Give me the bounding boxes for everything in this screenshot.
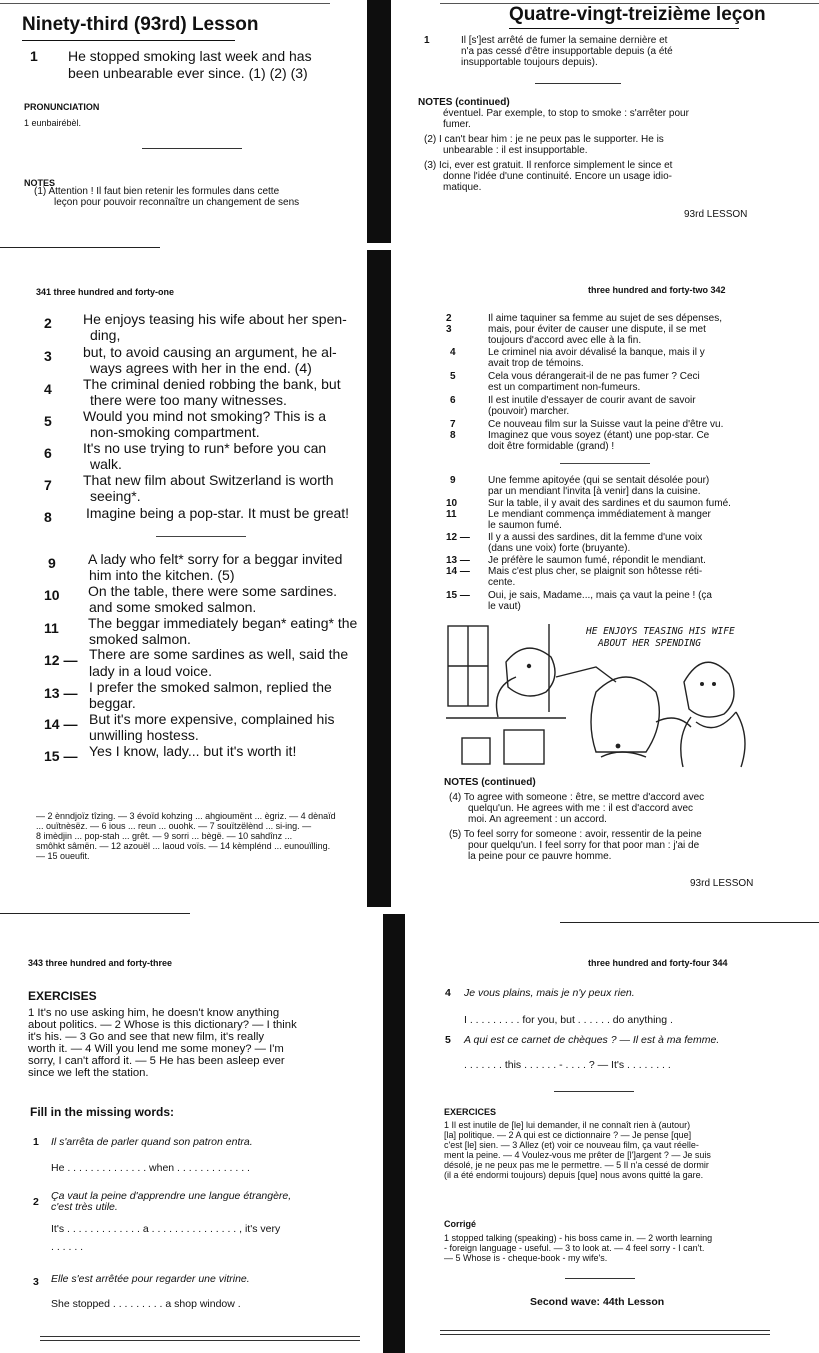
sentence-line: doit être formidable (grand) ! [488,441,615,452]
sentence-line: Imaginez que vous soyez (étant) une pop-star. Ce [488,430,710,441]
sentence-line: but, to avoid causing an argument, he al- [83,344,337,360]
sentence-number: 5 [450,371,456,382]
corrige-line: 1 stopped talking (speaking) - his boss came in. — 2 worth learning [444,1233,713,1243]
french-prompt: Je vous plains, mais je n'y peux rien. [464,987,635,999]
sentence-number: 7 [450,419,456,430]
sentence-line: smoked salmon. [89,631,191,647]
sentence-number: 4 [44,381,52,397]
english-blank-line: She stopped . . . . . . . . . a shop window . [51,1298,241,1310]
separator-line [535,83,621,84]
sentence-line: and some smoked salmon. [89,599,257,615]
sentence-line: Le mendiant commença immédiatement à manger [488,509,711,520]
lesson-title: Quatre-vingt-treizième leçon [509,4,766,25]
sentence-number: 6 [450,395,456,406]
note-line: matique. [443,182,482,193]
title-underline [509,28,739,29]
sentence-line: cente. [488,577,516,588]
sentence-number: 9 [450,475,456,486]
note-line: (4) To agree with someone : être, se mettre d'accord avec [449,792,705,803]
page-header: 343 three hundred and forty-three [28,958,173,968]
sentence-number: 1 [30,48,38,64]
sentence-line: le vaut) [488,601,521,612]
notes-title: NOTES (continued) [444,777,536,788]
page-header: three hundred and forty-two 342 [588,285,726,295]
note-line: (2) I can't bear him : je ne peux pas le supporter. He is [424,134,664,145]
sentence-number: 9 [48,555,56,571]
sentence-line: non-smoking compartment. [90,424,260,440]
sentence-line: I prefer the smoked salmon, replied the [89,679,332,695]
sentence-line: lady in a loud voice. [89,663,212,679]
second-wave-label: Second wave: 44th Lesson [530,1296,665,1308]
english-blank-line: It's . . . . . . . . . . . . . a . . . . . . . . . . . . . . . , it's very [51,1223,281,1235]
top-rule-left [0,3,330,4]
exercise-line: about politics. — 2 Whose is this dictionary? — I think [28,1019,297,1031]
sentence-line: est un compartiment non-fumeurs. [488,382,641,393]
sentence-line: Sur la table, il y avait des sardines et du saumon fumé. [488,498,731,509]
item-number: 5 [445,1034,451,1046]
sentence-line: Oui, je sais, Madame..., mais ça vaut la peine ! (ça [488,590,712,601]
notes-title: NOTES [24,178,56,188]
english-blank-line: I . . . . . . . . . for you, but . . . . . . do anything . [464,1014,673,1026]
sentence-line: He enjoys teasing his wife about her spen- [83,311,347,327]
corrige-title: Corrigé [444,1219,477,1229]
sentence-line: unwilling hostess. [89,727,199,743]
separator-line [560,463,650,464]
sentence-line: (dans une voix) forte (bruyante). [488,543,631,554]
exercise-line: 1 It's no use asking him, he doesn't know anything [28,1007,280,1019]
caption-line: ABOUT HER SPENDING [598,638,701,649]
pronunciation-text: 1 eunbairébèl. [24,118,82,128]
exercice-line: [la] politique. — 2 A qui est ce dictionnaire ? — Je pense [que] [444,1130,692,1140]
separator-line [142,148,242,149]
exercice-line: ment la peine. — 4 Voulez-vous me prêter de [l']argent ? — Je suis [444,1150,711,1160]
sentence-number: 8 [450,430,456,441]
exercise-line: sorry, I can't afford it. — 5 He has been asleep ever [28,1055,285,1067]
sentence-number: 12 — [446,532,470,543]
page-break-rule [0,247,160,248]
exercice-line: (il a été endormi toujours) depuis [que] nous avons quitté la gare. [444,1170,704,1180]
separator-line [156,536,246,537]
sentence-number: 8 [44,509,52,525]
sentence-line: Il [s']est arrêté de fumer la semaine dernière et [461,35,668,46]
sentence-line: It's no use trying to run* before you can [83,440,327,456]
sentence-line: But it's more expensive, complained his [89,711,335,727]
sentence-line: been unbearable ever since. (1) (2) (3) [68,65,308,81]
page-break-rule [560,922,819,923]
sentence-number: 3 [446,324,452,335]
sentence-line: That new film about Switzerland is worth [83,472,334,488]
exercice-line: c'est [le] sien. — 3 Allez (et) voir ce nouveau film, ça vaut réelle- [444,1140,699,1150]
sentence-number: 3 [44,348,52,364]
sentence-line: The criminal denied robbing the bank, but [83,376,341,392]
note-line: donne l'idée d'une continuité. Encore un usage idio- [443,171,672,182]
sentence-line: there were too many witnesses. [90,392,287,408]
pron-line: smôhkt sâmën. — 12 azouël ... laoud voïs. — 14 kèmplénd ... eunouïlling. [36,841,331,851]
page-footer: 93rd LESSON [690,878,754,889]
bottom-rule [40,1336,360,1337]
pron-line: ... ouïtnèsëz. — 6 ious ... reun ... ouohk. — 7 souïtzëlènd ... si-ing. — [36,821,312,831]
sentence-line: Une femme apitoyée (qui se sentait désolée pour) [488,475,710,486]
sentence-number: 1 [424,35,430,46]
sentence-number: 11 [44,620,59,636]
item-number: 2 [33,1196,39,1208]
note-line: la peine pour ce pauvre homme. [468,851,612,862]
sentence-line: seeing*. [90,488,141,504]
sentence-number: 15 — [446,590,470,601]
sentence-number: 13 — [44,685,78,701]
fill-in-title: Fill in the missing words: [30,1105,175,1119]
notes-title: NOTES (continued) [418,97,510,108]
french-prompt: Elle s'est arrêtée pour regarder une vitrine. [51,1273,250,1285]
sentence-line: him into the kitchen. (5) [89,567,235,583]
french-prompt: Il s'arrêta de parler quand son patron entra. [51,1136,253,1148]
exercise-line: since we left the station. [28,1067,149,1079]
exercice-line: désolé, je ne peux pas me le permettre. — 5 Il n'a cessé de dormir [444,1160,709,1170]
sentence-line: On the table, there were some sardines. [88,583,338,599]
sentence-line: ding, [90,327,121,343]
corrige-line: - foreign language - useful. — 3 to look at. — 4 feel sorry - I can't. [444,1243,705,1253]
french-prompt: A qui est ce carnet de chèques ? — Il est à ma femme. [464,1034,720,1046]
sentence-line: Le criminel nia avoir dévalisé la banque, mais il y [488,347,705,358]
bottom-rule [440,1330,770,1331]
note-line: éventuel. Par exemple, to stop to smoke : s'arrêter pour [443,108,689,119]
sentence-line: The beggar immediately began* eating* the [88,615,358,631]
sentence-line: le saumon fumé. [488,520,562,531]
english-blank-line: . . . . . . [51,1241,84,1253]
bottom-rule [440,1334,770,1335]
pron-line: — 15 oueufit. [36,851,90,861]
sentence-line: insupportable toujours depuis). [461,57,598,68]
item-number: 4 [445,987,451,999]
sentence-line: There are some sardines as well, said the [89,646,349,662]
page-header: three hundred and forty-four 344 [588,958,728,968]
sentence-number: 13 — [446,555,470,566]
sentence-line: Il est inutile d'essayer de courir avant de savoir [488,395,696,406]
sentence-number: 2 [44,315,52,331]
sentence-number: 12 — [44,652,78,668]
pronunciation-title: PRONUNCIATION [24,102,100,112]
sentence-line: n'a pas cessé d'être insupportable depuis (a été [461,46,673,57]
english-blank-line: . . . . . . . this . . . . . . - . . . . ? — It's . . . . . . . . [464,1059,671,1071]
sentence-line: Would you mind not smoking? This is a [83,408,327,424]
note-line: pour quelqu'un. I feel sorry for that poor man : j'ai de [468,840,700,851]
sentence-line: Il y a aussi des sardines, dit la femme d'une voix [488,532,703,543]
item-number: 3 [33,1276,39,1288]
sentence-number: 6 [44,445,52,461]
sentence-number: 11 [446,509,457,520]
sentence-line: walk. [90,456,122,472]
page-spine-3 [383,914,405,1353]
note-line: moi. An agreement : un accord. [468,814,607,825]
sentence-line: Je préfère le saumon fumé, répondit le mendiant. [488,555,706,566]
sentence-line: He stopped smoking last week and has [68,48,312,64]
item-number: 1 [33,1136,39,1148]
page-header: 341 three hundred and forty-one [36,287,175,297]
note-line: (1) Attention ! Il faut bien retenir les formules dans cette [34,186,280,197]
sentence-line: (pouvoir) marcher. [488,406,570,417]
exercise-line: worth it. — 4 Will you lend me some money? — I'm [28,1043,284,1055]
sentence-list [44,311,369,764]
page-break-rule [0,913,190,914]
sentence-number: 4 [450,347,456,358]
pron-line: 8 imèdjin ... pop-stah ... grêt. — 9 sorri ... bègë. — 10 sahdînz ... [36,831,293,841]
exercises-title: EXERCISES [28,989,97,1003]
sentence-line: toujours d'accord avec elle à la fin. [488,335,642,346]
sentence-number: 7 [44,477,52,493]
note-line: (3) Ici, ever est gratuit. Il renforce simplement le since et [424,160,673,171]
sentence-line: Yes I know, lady... but it's worth it! [89,743,297,759]
note-line: quelqu'un. He agrees with me : il est d'accord avec [468,803,694,814]
exercice-line: 1 Il est inutile de [le] lui demander, il ne connaît rien à (autour) [444,1120,691,1130]
pron-line: — 2 ènndjoïz tîzing. — 3 évoïd kohzing ... ahgioumënt ... ègriz. — 4 dènaïd [36,811,336,821]
sentence-line: avait trop de témoins. [488,358,584,369]
sentence-list [446,313,776,613]
sentence-line: ways agrees with her in the end. (4) [90,360,312,376]
sentence-line: beggar. [89,695,136,711]
sentence-number: 14 — [44,716,78,732]
sentence-number: 15 — [44,748,78,764]
note-line: (5) To feel sorry for someone : avoir, ressentir de la peine [449,829,702,840]
sentence-number: 2 [446,313,452,324]
exercise-line: it's his. — 3 Go and see that new film, it's really [28,1031,264,1043]
note-line: fumer. [443,119,471,130]
page-footer: 93rd LESSON [684,209,748,220]
caption-line: HE ENJOYS TEASING HIS WIFE [586,626,735,637]
sentence-line: Cela vous dérangerait-il de ne pas fumer ? Ceci [488,371,700,382]
sentence-line: Ce nouveau film sur la Suisse vaut la peine d'être vu. [488,419,724,430]
french-prompt-cont: c'est très utile. [51,1201,118,1213]
cartoon-caption [586,626,735,650]
sentence-number: 10 [446,498,458,509]
note-line: leçon pour pouvoir reconnaître un changement de sens [54,197,300,208]
sentence-line: par un mendiant l'invita [à venir] dans la cuisine. [488,486,701,497]
title-underline [22,40,235,41]
sentence-number: 14 — [446,566,470,577]
exercices-title: EXERCICES [444,1107,497,1117]
note-line: unbearable : il est insupportable. [443,145,588,156]
sentence-number: 5 [44,413,52,429]
sentence-line: A lady who felt* sorry for a beggar invited [88,551,343,567]
french-prompt: Ça vaut la peine d'apprendre une langue étrangère, [51,1190,292,1202]
sentence-line: Imagine being a pop-star. It must be great! [86,505,350,521]
cartoon-illustration [446,622,764,768]
page-spine-2 [367,250,391,907]
bottom-rule [40,1340,360,1341]
page-spine-1 [367,0,391,243]
separator-line [554,1091,634,1092]
sentence-line: Il aime taquiner sa femme au sujet de ses dépenses, [488,313,723,324]
lesson-title: Ninety-third (93rd) Lesson [22,14,259,35]
sentence-number: 10 [44,587,60,603]
sentence-line: Mais c'est plus cher, se plaignit son hôtesse réti- [488,566,703,577]
corrige-line: — 5 Whose is - cheque-book - my wife's. [444,1253,608,1263]
separator-line [565,1278,635,1279]
sentence-line: mais, pour éviter de causer une dispute, il se met [488,324,706,335]
english-blank-line: He . . . . . . . . . . . . . . when . . . . . . . . . . . . . [51,1162,250,1174]
